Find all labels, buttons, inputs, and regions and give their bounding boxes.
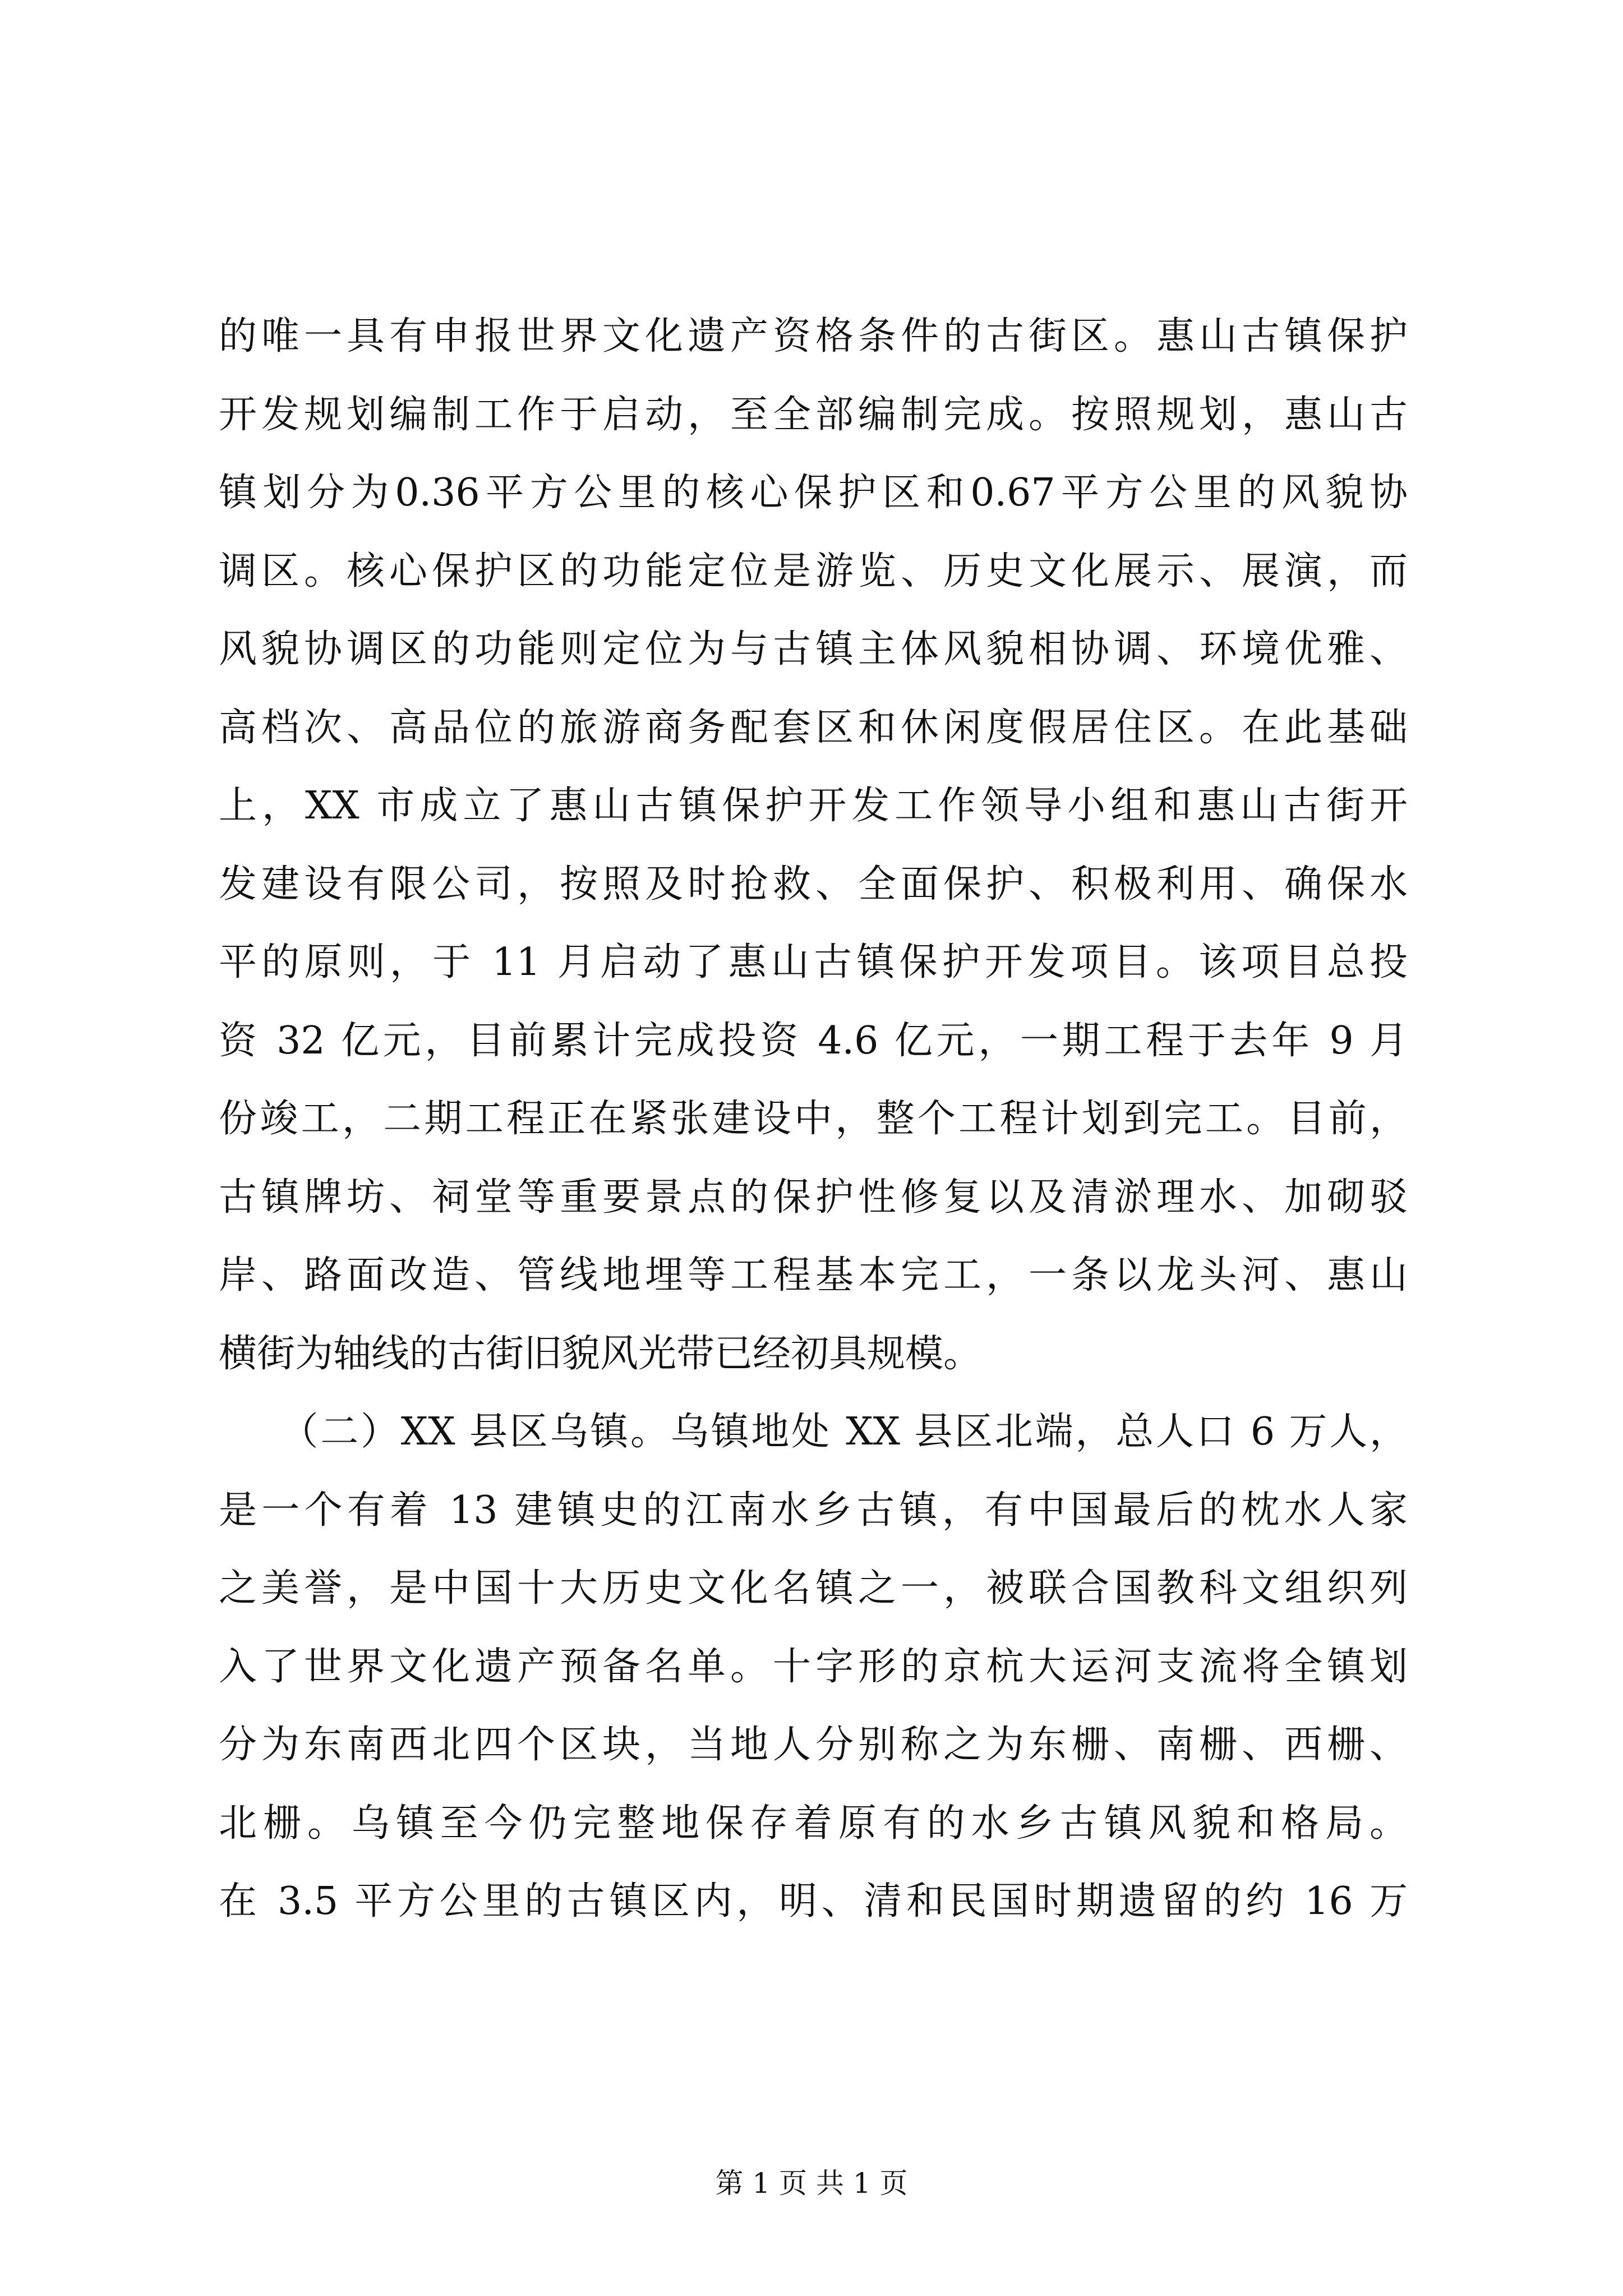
text-line: 平的原则，于 11 月启动了惠山古镇保护开发项目。该项目总投	[219, 940, 1408, 984]
text-line: 的唯一具有申报世界文化遗产资格条件的古街区。惠山古镇保护	[219, 314, 1408, 358]
body-text	[219, 297, 1408, 1941]
text-line: 发建设有限公司，按照及时抢救、全面保护、积极利用、确保水	[219, 862, 1408, 907]
text-line: 开发规划编制工作于启动，至全部编制完成。按照规划，惠山古	[219, 392, 1408, 437]
text-line: 岸、路面改造、管线地埋等工程基本完工，一条以龙头河、惠山	[219, 1253, 1408, 1297]
text-line: （二）XX 县区乌镇。乌镇地处 XX 县区北端，总人口 6 万人，	[219, 1410, 1408, 1454]
text-line: 在 3.5 平方公里的古镇区内，明、清和民国时期遗留的约 16 万	[219, 1879, 1408, 1924]
text-line: 北栅。乌镇至今仍完整地保存着原有的水乡古镇风貌和格局。	[219, 1801, 1408, 1846]
text-line: 分为东南西北四个区块，当地人分别称之为东栅、南栅、西栅、	[219, 1723, 1408, 1767]
page-number-label: 第 1 页 共 1 页	[715, 2167, 908, 2200]
text-line: 之美誉，是中国十大历史文化名镇之一，被联合国教科文组织列	[219, 1566, 1408, 1611]
page-footer	[0, 2166, 1623, 2200]
text-line: 古镇牌坊、祠堂等重要景点的保护性修复以及清淤理水、加砌驳	[219, 1175, 1408, 1220]
text-line: 份竣工，二期工程正在紧张建设中，整个工程计划到完工。目前，	[219, 1097, 1408, 1141]
text-line: 风貌协调区的功能则定位为与古镇主体风貌相协调、环境优雅、	[219, 627, 1408, 671]
text-line: 调区。核心保护区的功能定位是游览、历史文化展示、展演，而	[219, 549, 1408, 593]
text-line: 镇划分为0.36平方公里的核心保护区和0.67平方公里的风貌协	[219, 471, 1408, 515]
text-line: 高档次、高品位的旅游商务配套区和休闲度假居住区。在此基础	[219, 705, 1408, 750]
text-line: 横街为轴线的古街旧貌风光带已经初具规模。	[219, 1331, 982, 1376]
text-line: 资 32 亿元，目前累计完成投资 4.6 亿元，一期工程于去年 9 月	[219, 1018, 1408, 1063]
text-line: 上，XX 市成立了惠山古镇保护开发工作领导小组和惠山古街开	[219, 784, 1408, 828]
text-line: 入了世界文化遗产预备名单。十字形的京杭大运河支流将全镇划	[219, 1644, 1408, 1689]
text-line: 是一个有着 13 建镇史的江南水乡古镇，有中国最后的枕水人家	[219, 1488, 1408, 1533]
